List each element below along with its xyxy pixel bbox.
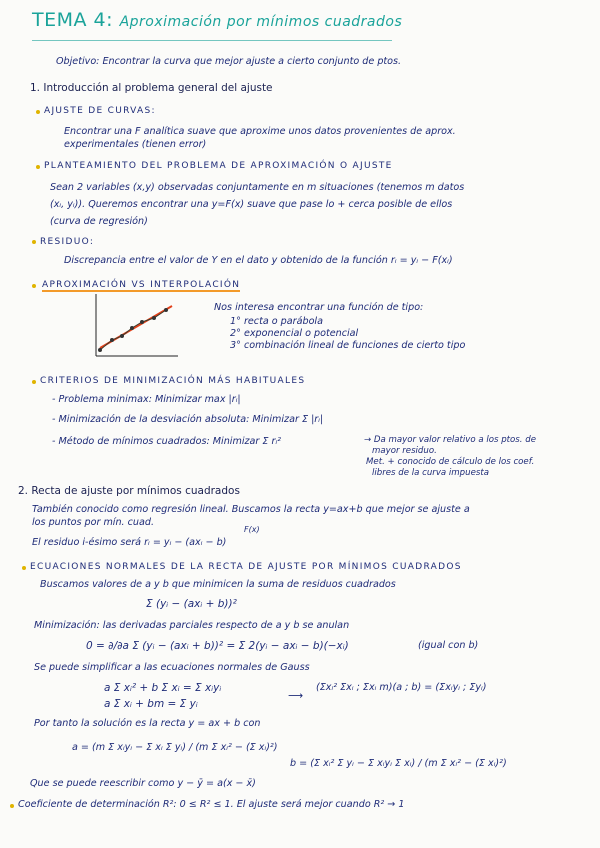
residuo-line-1: Discrepancia entre el valor de Y en el dato y obtenido de la función rᵢ = yᵢ − F(xᵢ): [64, 255, 453, 266]
ajuste-line-2: experimentales (tienen error): [64, 139, 207, 150]
ecuaciones-line-1: Buscamos valores de a y b que minimicen la suma de residuos cuadrados: [40, 579, 396, 590]
planteamiento-line-3: (curva de regresión): [50, 216, 148, 227]
objective: Objetivo: Encontrar la curva que mejor ajuste a cierto conjunto de ptos.: [56, 56, 402, 67]
aprox-option-3: 3° combinación lineal de funciones de cierto tipo: [230, 340, 466, 351]
bullet-icon: [36, 110, 40, 114]
ecuaciones-line-2: Minimización: las derivadas parciales respecto de a y b se anulan: [34, 620, 350, 631]
bullet-icon: [22, 566, 26, 570]
ajuste-line-1: Encontrar una F analítica suave que aproxime unos datos provenientes de aprox.: [64, 126, 456, 137]
section-1-heading: 1. Introducción al problema general del ajuste: [30, 82, 273, 94]
ecuaciones-line-4: Por tanto la solución es la recta y = ax + b con: [34, 718, 261, 729]
bullet-icon: [36, 165, 40, 169]
gauss-eq-2: a Σ xᵢ + bm = Σ yᵢ: [104, 698, 198, 710]
criterio-3: - Método de mínimos cuadrados: Minimizar Σ rᵢ²: [52, 436, 282, 447]
recta-fx-label: F(x): [244, 525, 260, 534]
residuo-heading: RESIDUO:: [40, 237, 95, 247]
gauss-eq-1: a Σ xᵢ² + b Σ xᵢ = Σ xᵢyᵢ: [104, 682, 222, 694]
section-2-heading: 2. Recta de ajuste por mínimos cuadrados: [18, 485, 240, 497]
criterio-note-3: Met. + conocido de cálculo de los coef.: [366, 457, 535, 467]
solution-a: a = (m Σ xᵢyᵢ − Σ xᵢ Σ yᵢ) / (m Σ xᵢ² − (Σ xᵢ)²): [72, 742, 278, 753]
criterios-heading: CRITERIOS DE MINIMIZACIÓN MÁS HABITUALES: [40, 376, 306, 386]
aprox-interp-heading: APROXIMACIÓN VS INTERPOLACIÓN: [42, 280, 241, 290]
recta-line-3: El residuo i-ésimo será rᵢ = yᵢ − (axᵢ − b): [32, 537, 227, 548]
page-title: [32, 9, 403, 31]
title-underline: [32, 40, 392, 41]
ecuaciones-eq-1-note: (igual con b): [418, 640, 479, 651]
ajuste-heading: AJUSTE DE CURVAS:: [44, 106, 156, 116]
regression-sketch: [92, 292, 180, 358]
ecuaciones-line-3: Se puede simplificar a las ecuaciones normales de Gauss: [34, 662, 310, 673]
planteamiento-heading: PLANTEAMIENTO DEL PROBLEMA DE APROXIMACIÓN O AJUSTE: [44, 161, 393, 171]
title-main: TEMA 4:: [32, 9, 114, 31]
planteamiento-line-1: Sean 2 variables (x,y) observadas conjuntamente en m situaciones (tenemos m datos: [50, 182, 465, 193]
recta-line-2: los puntos por mín. cuad.: [32, 517, 155, 528]
criterio-note-4: libres de la curva impuesta: [372, 468, 489, 478]
bullet-icon: [32, 284, 36, 288]
aprox-option-1: 1° recta o parábola: [230, 316, 323, 327]
coeficiente-line: Coeficiente de determinación R²: 0 ≤ R² ≤ 1. El ajuste será mejor cuando R² → 1: [18, 799, 405, 810]
aprox-option-2: 2° exponencial o potencial: [230, 328, 359, 339]
criterio-1: - Problema minimax: Minimizar max |rᵢ|: [52, 394, 241, 405]
title-sub: Aproximación por mínimos cuadrados: [119, 14, 403, 30]
criterio-note-2: mayor residuo.: [372, 446, 437, 456]
criterio-2: - Minimización de la desviación absoluta: Minimizar Σ |rᵢ|: [52, 414, 324, 425]
arrow-icon: ⟶: [288, 690, 304, 702]
ecuaciones-eq-1: 0 = ∂/∂a Σ (yᵢ − (axᵢ + b))² = Σ 2(yᵢ − axᵢ − b)(−xᵢ): [86, 640, 349, 652]
bullet-icon: [10, 804, 14, 808]
ecuaciones-heading: ECUACIONES NORMALES DE LA RECTA DE AJUSTE POR MÍNIMOS CUADRADOS: [30, 562, 462, 572]
bullet-icon: [32, 240, 36, 244]
recta-line-1: También conocido como regresión lineal. Buscamos la recta y=ax+b que mejor se ajuste a: [32, 504, 470, 515]
aprox-line-1: Nos interesa encontrar una función de tipo:: [214, 302, 424, 313]
gauss-matrix: (Σxᵢ² Σxᵢ ; Σxᵢ m)(a ; b) = (Σxᵢyᵢ ; Σyᵢ): [316, 682, 487, 693]
planteamiento-line-2: (xᵢ, yᵢ)). Queremos encontrar una y=F(x) suave que pase lo + cerca posible de ellos: [50, 199, 453, 210]
ecuaciones-line-5: Que se puede reescribir como y − ȳ = a(x − x̄): [30, 778, 256, 789]
bullet-icon: [32, 380, 36, 384]
criterio-note-1: → Da mayor valor relativo a los ptos. de: [364, 435, 536, 445]
solution-b: b = (Σ xᵢ² Σ yᵢ − Σ xᵢyᵢ Σ xᵢ) / (m Σ xᵢ² − (Σ xᵢ)²): [290, 758, 507, 769]
ecuaciones-sum: Σ (yᵢ − (axᵢ + b))²: [146, 598, 237, 610]
